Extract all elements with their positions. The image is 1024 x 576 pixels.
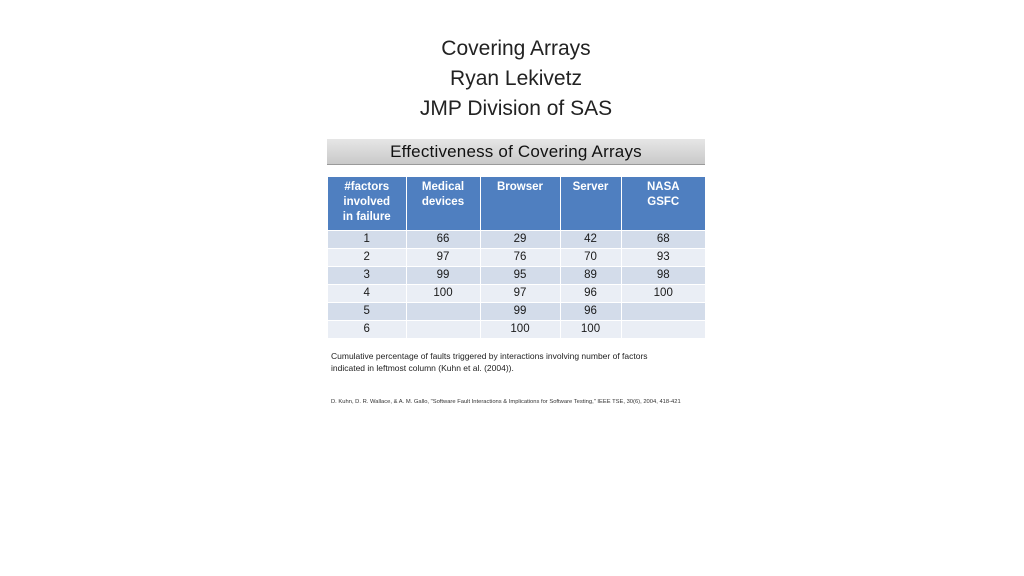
table-row (328, 303, 705, 321)
table-cell (621, 321, 705, 339)
header-medical-devices: Medical devices (406, 177, 480, 231)
table-row (328, 267, 705, 285)
table-cell: 66 (406, 231, 480, 249)
header-nasa-gsfc: NASA GSFC (621, 177, 705, 231)
presenter-affiliation: JMP Division of SAS (419, 97, 613, 120)
header-browser: Browser (480, 177, 560, 231)
table-cell: 97 (480, 285, 560, 303)
table-cell: 93 (621, 249, 705, 267)
table-cell: 29 (480, 231, 560, 249)
table-cell: 4 (328, 285, 406, 303)
presentation-title-block (312, 34, 720, 124)
presentation-title: Covering Arrays (441, 37, 591, 60)
presenter-name: Ryan Lekivetz (450, 67, 582, 90)
table-cell: 100 (621, 285, 705, 303)
table-cell: 6 (328, 321, 406, 339)
table-cell: 96 (560, 285, 621, 303)
table-cell: 99 (480, 303, 560, 321)
header-server: Server (560, 177, 621, 231)
table-cell (406, 303, 480, 321)
caption-line: indicated in leftmost column (Kuhn et al. (2004)). (331, 363, 514, 373)
header-factors: #factors involved in failure (328, 177, 406, 231)
table-cell: 100 (406, 285, 480, 303)
table-caption (331, 350, 731, 374)
table-cell: 76 (480, 249, 560, 267)
table-cell: 5 (328, 303, 406, 321)
table-row (328, 285, 705, 303)
table-cell: 89 (560, 267, 621, 285)
table-cell (406, 321, 480, 339)
table-cell: 100 (480, 321, 560, 339)
table-row (328, 321, 705, 339)
table-cell: 100 (560, 321, 621, 339)
table-cell: 96 (560, 303, 621, 321)
caption-line: Cumulative percentage of faults triggered by interactions involving number of factors (331, 351, 648, 361)
effectiveness-table (328, 177, 705, 338)
table-cell: 98 (621, 267, 705, 285)
table-cell (621, 303, 705, 321)
slide-heading: Effectiveness of Covering Arrays (327, 139, 705, 165)
table-cell: 2 (328, 249, 406, 267)
table-cell: 42 (560, 231, 621, 249)
table-row (328, 249, 705, 267)
table-cell: 95 (480, 267, 560, 285)
table-cell: 68 (621, 231, 705, 249)
table-cell: 99 (406, 267, 480, 285)
table-cell: 70 (560, 249, 621, 267)
table-cell: 3 (328, 267, 406, 285)
table-row (328, 231, 705, 249)
table-cell: 97 (406, 249, 480, 267)
table-cell: 1 (328, 231, 406, 249)
citation-reference: D. Kuhn, D. R. Wallace, & A. M. Gallo, "Software Fault Interactions & Implications for Software Testing," IEEE TSE, 30(6), 2004, 418-421 (331, 399, 681, 405)
table-header-row (328, 177, 705, 231)
